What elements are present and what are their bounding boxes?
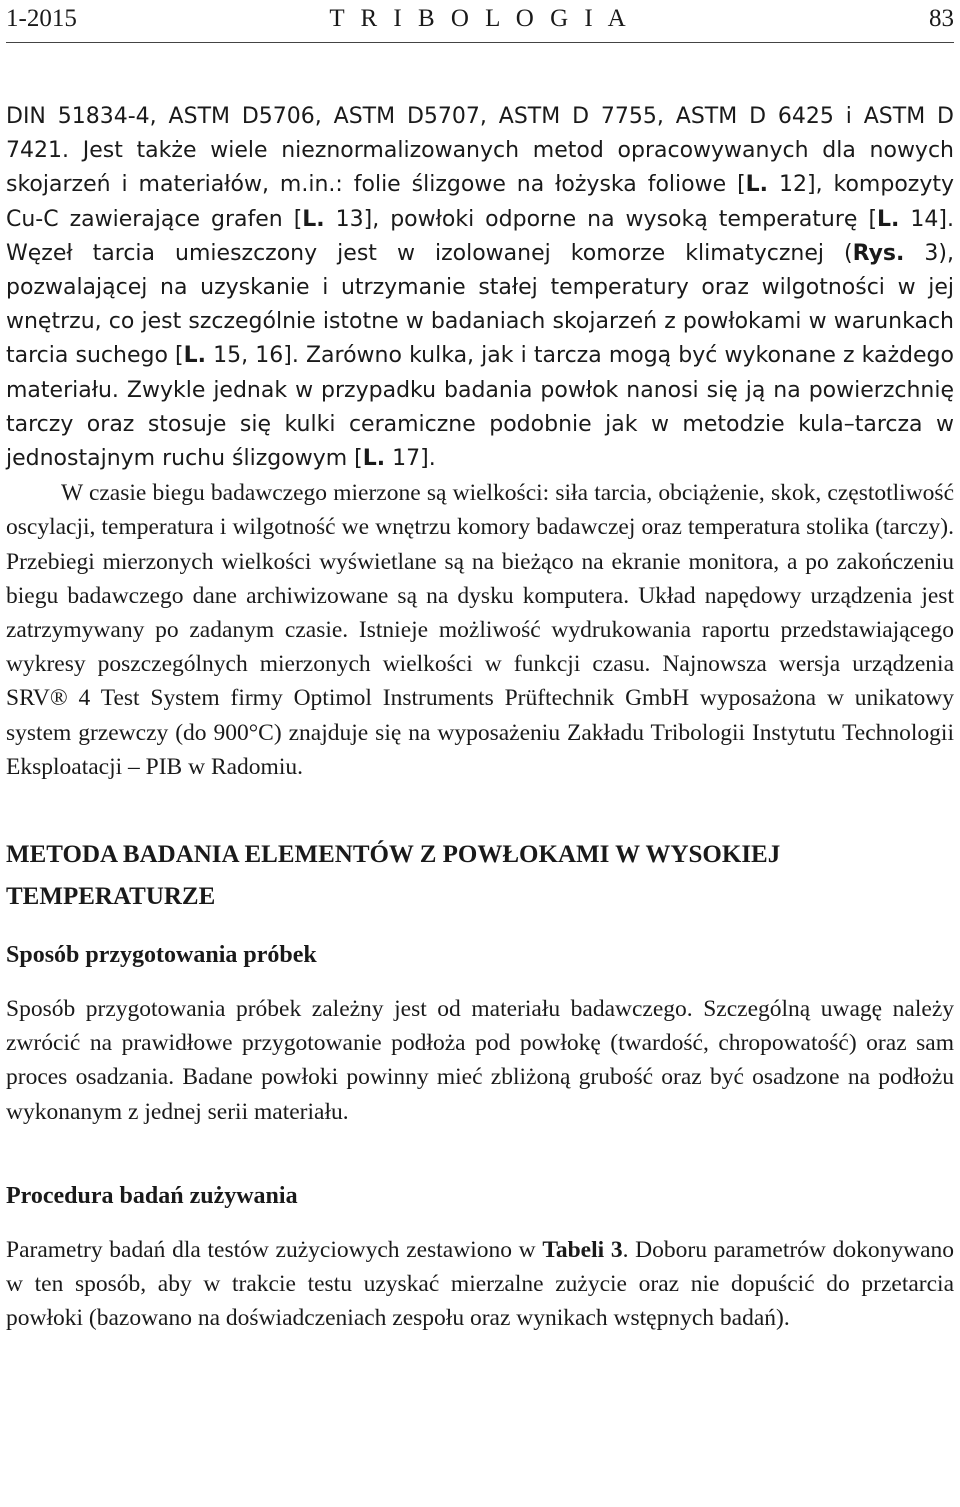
reference-label: L. <box>745 172 769 198</box>
text-run: . Doboru parametrów dokonywano w ten sposób, aby w trakcie testu uzyskać mierzalne zużycie oraz nie dopuścić do przetarcia powłoki (bazowano na doświadczeniach zespołu oraz wynikach wstępnych badań). <box>6 1236 955 1332</box>
spacer <box>6 918 954 938</box>
section-heading: METODA BADANIA ELEMENTÓW Z POWŁOKAMI W WYSOKIEJ TEMPERATURZE <box>6 841 781 911</box>
text-run: Parametry badań dla testów zużyciowych zestawiono w <box>6 1236 543 1263</box>
reference-label: L. <box>362 446 386 472</box>
paragraph-methods <box>6 100 954 476</box>
spacer <box>6 1213 954 1233</box>
text-run: 17]. <box>385 446 436 472</box>
journal-title: T R I B O L O G I A <box>329 5 631 32</box>
table-reference: Tabeli 3 <box>542 1236 623 1263</box>
figure-reference: Rys. <box>852 240 905 266</box>
page-number: 83 <box>929 5 954 32</box>
text-run: 14]. Węzeł tarcia umieszczony jest w izolowanej komorze klimatycznej ( <box>6 206 954 266</box>
paragraph-measurements: W czasie biegu badawczego mierzone są wielkości: siła tarcia, obciążenie, skok, częstotliwość oscylacji, temperatura i wilgotność we wnętrzu komory badawczej oraz temperatura stolika (tarczy). Przebiegi mierzonych wielkości wyświetlane są na bieżąco na ekranie monitora, a po zakończeniu biegu badawczego dane archiwizowane są na dysku komputera. Układ napędowy urządzenia jest zatrzymywany po zadanym czasie. Istnieje możliwość wydrukowania raportu przedstawiającego wykresy poszczególnych mierzonych wielkości w funkcji czasu. Najnowsza wersja urządzenia SRV® 4 Test System firmy Optimol Instruments Prüftechnik GmbH wyposażona w unikatowy system grzewczy (do 900°C) znajduje się na wyposażeniu Zakładu Tribologii Instytutu Technologii Eksploatacji – PIB w Radomiu. <box>6 480 954 780</box>
spacer <box>6 1129 954 1179</box>
paragraph-sample-prep: Sposób przygotowania próbek zależny jest od materiału badawczego. Szczególną uwagę należy zwrócić na prawidłowe przygotowanie podłoża pod powłokę (twardość, chropowatość) oraz sam proces osadzania. Badane powłoki powinny mieć zbliżoną grubość oraz być osadzone na podłożu wykonanym z jednej serii materiału. <box>6 996 954 1125</box>
running-header <box>6 2 954 36</box>
text-run: 12], kompozyty Cu-C zawierające grafen [ <box>6 172 954 232</box>
text-run: DIN 51834-4, ASTM D5706, ASTM D5707, ASTM D 7755, ASTM D 6425 i ASTM D 7421. Jest także wiele nieznormalizowanych metod opracowywanych dla nowych skojarzeń i materiałów, m.in.: folie ślizgowe na łożyska foliowe [ <box>6 104 954 198</box>
subsection-heading-sample-prep: Sposób przygotowania próbek <box>6 942 317 969</box>
reference-label: L. <box>183 343 207 369</box>
reference-label: L. <box>877 206 900 232</box>
text-run: 15, 16]. Zarówno kulka, jak i tarcza mogą być wykonane z każdego materiału. Zwykle jednak w przypadku badania powłok nanosi się ją na powierzchnię tarczy oraz stosuje się kulki ceramiczne podobnie jak w metodzie kula–tarcza w jednostajnym ruchu ślizgowym [ <box>6 343 954 472</box>
issue-number: 1-2015 <box>6 5 77 32</box>
header-rule <box>6 42 954 43</box>
text-run: 3), pozwalającej na uzyskanie i utrzymanie stałej temperatury oraz wilgotności w jej wnętrzu, co jest szczególnie istotne w badaniach skojarzeń z powłokami w warunkach tarcia suchego [ <box>6 240 954 369</box>
subsection-heading-wear-procedure: Procedura badań zużywania <box>6 1182 298 1209</box>
text-run: 13], powłoki odporne na wysoką temperaturę [ <box>324 206 878 232</box>
spacer <box>6 784 954 834</box>
paragraph-wear-procedure <box>6 1233 954 1336</box>
spacer <box>6 972 954 992</box>
body-text <box>6 100 954 1335</box>
reference-label: L. <box>302 206 325 232</box>
